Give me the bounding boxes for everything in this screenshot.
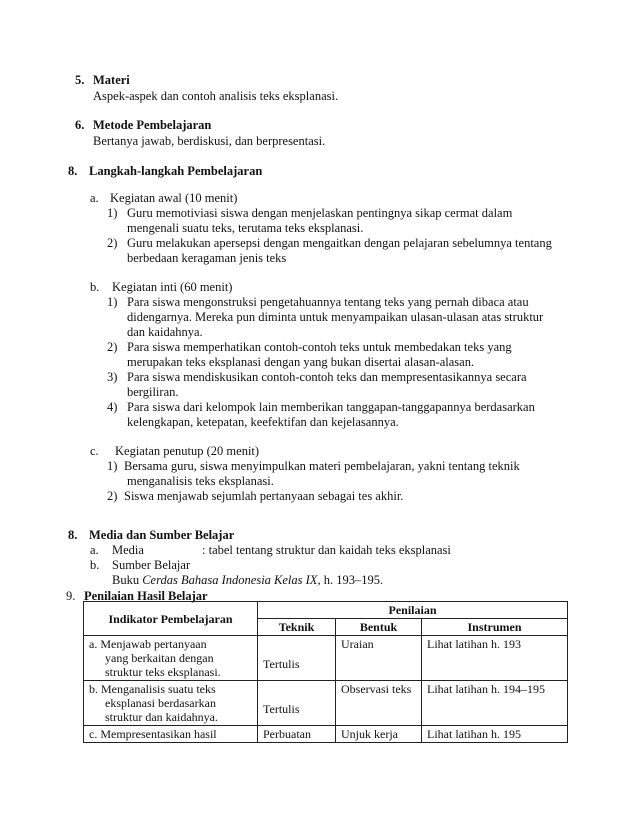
section-6-title: Metode Pembelajaran <box>93 118 212 132</box>
kegiatan-awal-label: a. <box>90 191 99 205</box>
teknik-cell: Perbuatan <box>258 726 336 743</box>
indicator-cell <box>84 636 258 681</box>
bentuk-cell: Unjuk kerja <box>336 726 422 743</box>
section-5-body: Aspek-aspek dan contoh analisis teks eksplanasi. <box>93 89 339 103</box>
media-name: Media <box>112 543 144 557</box>
list-item-line: berbedaan keragaman jenis teks <box>127 251 287 265</box>
indicator-line: struktur dan kaidahnya. <box>105 710 218 724</box>
indicator-cell <box>84 726 258 743</box>
instrumen-cell: Lihat latihan h. 193 <box>422 636 568 681</box>
teknik-cell: Tertulis <box>258 681 336 726</box>
section-8-title: Langkah-langkah Pembelajaran <box>89 164 263 178</box>
table-row <box>84 636 568 681</box>
indicator-line: a. Menjawab pertanyaan <box>89 637 207 651</box>
table-row <box>84 681 568 726</box>
kegiatan-inti-title: Kegiatan inti (60 menit) <box>112 280 233 294</box>
sumber-label: b. <box>90 558 100 572</box>
list-item-line: Guru melakukan apersepsi dengan mengaitkan dengan pelajaran sebelumnya tentang <box>127 236 552 250</box>
teknik-cell: Tertulis <box>258 636 336 681</box>
header-instrumen: Instrumen <box>422 619 568 636</box>
table-header-row <box>84 602 568 619</box>
list-item-line: kelengkapan, ketepatan, keefektifan dan kejelasannya. <box>127 415 399 429</box>
list-item-line: Bersama guru, siswa menyimpulkan materi pembelajaran, yakni tentang teknik <box>124 459 520 473</box>
list-item-number: 4) <box>107 400 118 414</box>
kegiatan-awal-title: Kegiatan awal (10 menit) <box>110 191 238 205</box>
book-title: Cerdas Bahasa Indonesia Kelas IX, <box>142 573 321 587</box>
bentuk-cell: Uraian <box>336 636 422 681</box>
list-item-number: 1) <box>107 459 118 473</box>
list-item-line: bergiliran. <box>127 385 179 399</box>
section-8-number: 8. <box>68 164 78 178</box>
list-item-line: Guru memotiviasi siswa dengan menjelaskan pentingnya sikap cermat dalam <box>127 206 513 220</box>
list-item-number: 1) <box>107 206 118 220</box>
section-5-title: Materi <box>93 73 130 87</box>
section-6-body: Bertanya jawab, berdiskusi, dan berpresentasi. <box>93 134 326 148</box>
section-media-title: Media dan Sumber Belajar <box>89 528 235 542</box>
header-teknik: Teknik <box>258 619 336 636</box>
list-item-line: Para siswa mendiskusikan contoh-contoh teks dan mempresentasikannya secara <box>127 370 527 384</box>
indicator-cell <box>84 681 258 726</box>
indicator-line: yang berkaitan dengan <box>105 651 214 665</box>
list-item-number: 3) <box>107 370 118 384</box>
list-item-line: Para siswa dari kelompok lain memberikan tanggapan-tanggapannya berdasarkan <box>127 400 535 414</box>
header-indicator: Indikator Pembelajaran <box>84 602 258 636</box>
indicator-line: eksplanasi berdasarkan <box>105 696 216 710</box>
kegiatan-penutup-title: Kegiatan penutup (20 menit) <box>115 444 260 458</box>
media-value: : tabel tentang struktur dan kaidah teks eksplanasi <box>202 543 451 557</box>
list-item-line: menganalisis teks eksplanasi. <box>127 474 274 488</box>
list-item-line: Siswa menjawab sejumlah pertanyaan sebagai tes akhir. <box>124 489 404 503</box>
list-item-number: 2) <box>107 489 118 503</box>
indicator-line: b. Menganalisis suatu teks <box>89 682 216 696</box>
header-bentuk: Bentuk <box>336 619 422 636</box>
kegiatan-inti-label: b. <box>90 280 100 294</box>
section-9-title: Penilaian Hasil Belajar <box>84 589 208 603</box>
book-reference <box>112 573 383 588</box>
sumber-name: Sumber Belajar <box>112 558 191 572</box>
section-6-number: 6. <box>75 118 85 132</box>
header-penilaian: Penilaian <box>258 602 568 619</box>
list-item-line: dan kaidahnya. <box>127 325 203 339</box>
assessment-table <box>83 601 568 743</box>
list-item-number: 1) <box>107 295 118 309</box>
book-suffix: h. 193–195. <box>320 573 384 587</box>
list-item-number: 2) <box>107 340 118 354</box>
table-row <box>84 726 568 743</box>
list-item-line: merupakan teks eksplanasi dengan yang bukan disertai alasan-alasan. <box>127 355 475 369</box>
list-item-line: mengenali suatu teks, terutama teks eksplanasi. <box>127 221 364 235</box>
bentuk-cell: Observasi teks <box>336 681 422 726</box>
indicator-line: c. Mempresentasikan hasil <box>89 727 217 741</box>
list-item-line: Para siswa memperhatikan contoh-contoh teks untuk membedakan teks yang <box>127 340 512 354</box>
list-item-number: 2) <box>107 236 118 250</box>
media-label: a. <box>90 543 99 557</box>
list-item-line: Para siswa mengonstruksi pengetahuannya tentang teks yang pernah dibaca atau <box>127 295 529 309</box>
indicator-line: struktur teks eksplanasi. <box>105 665 221 679</box>
section-9-number: 9. <box>66 589 76 603</box>
section-5-number: 5. <box>75 73 85 87</box>
list-item-line: didengarnya. Mereka pun diminta untuk menyampaikan ulasan-ulasan atas struktur <box>127 310 544 324</box>
kegiatan-penutup-label: c. <box>90 444 99 458</box>
instrumen-cell: Lihat latihan h. 195 <box>422 726 568 743</box>
section-media-number: 8. <box>68 528 78 542</box>
instrumen-cell: Lihat latihan h. 194–195 <box>422 681 568 726</box>
book-prefix: Buku <box>112 573 143 587</box>
